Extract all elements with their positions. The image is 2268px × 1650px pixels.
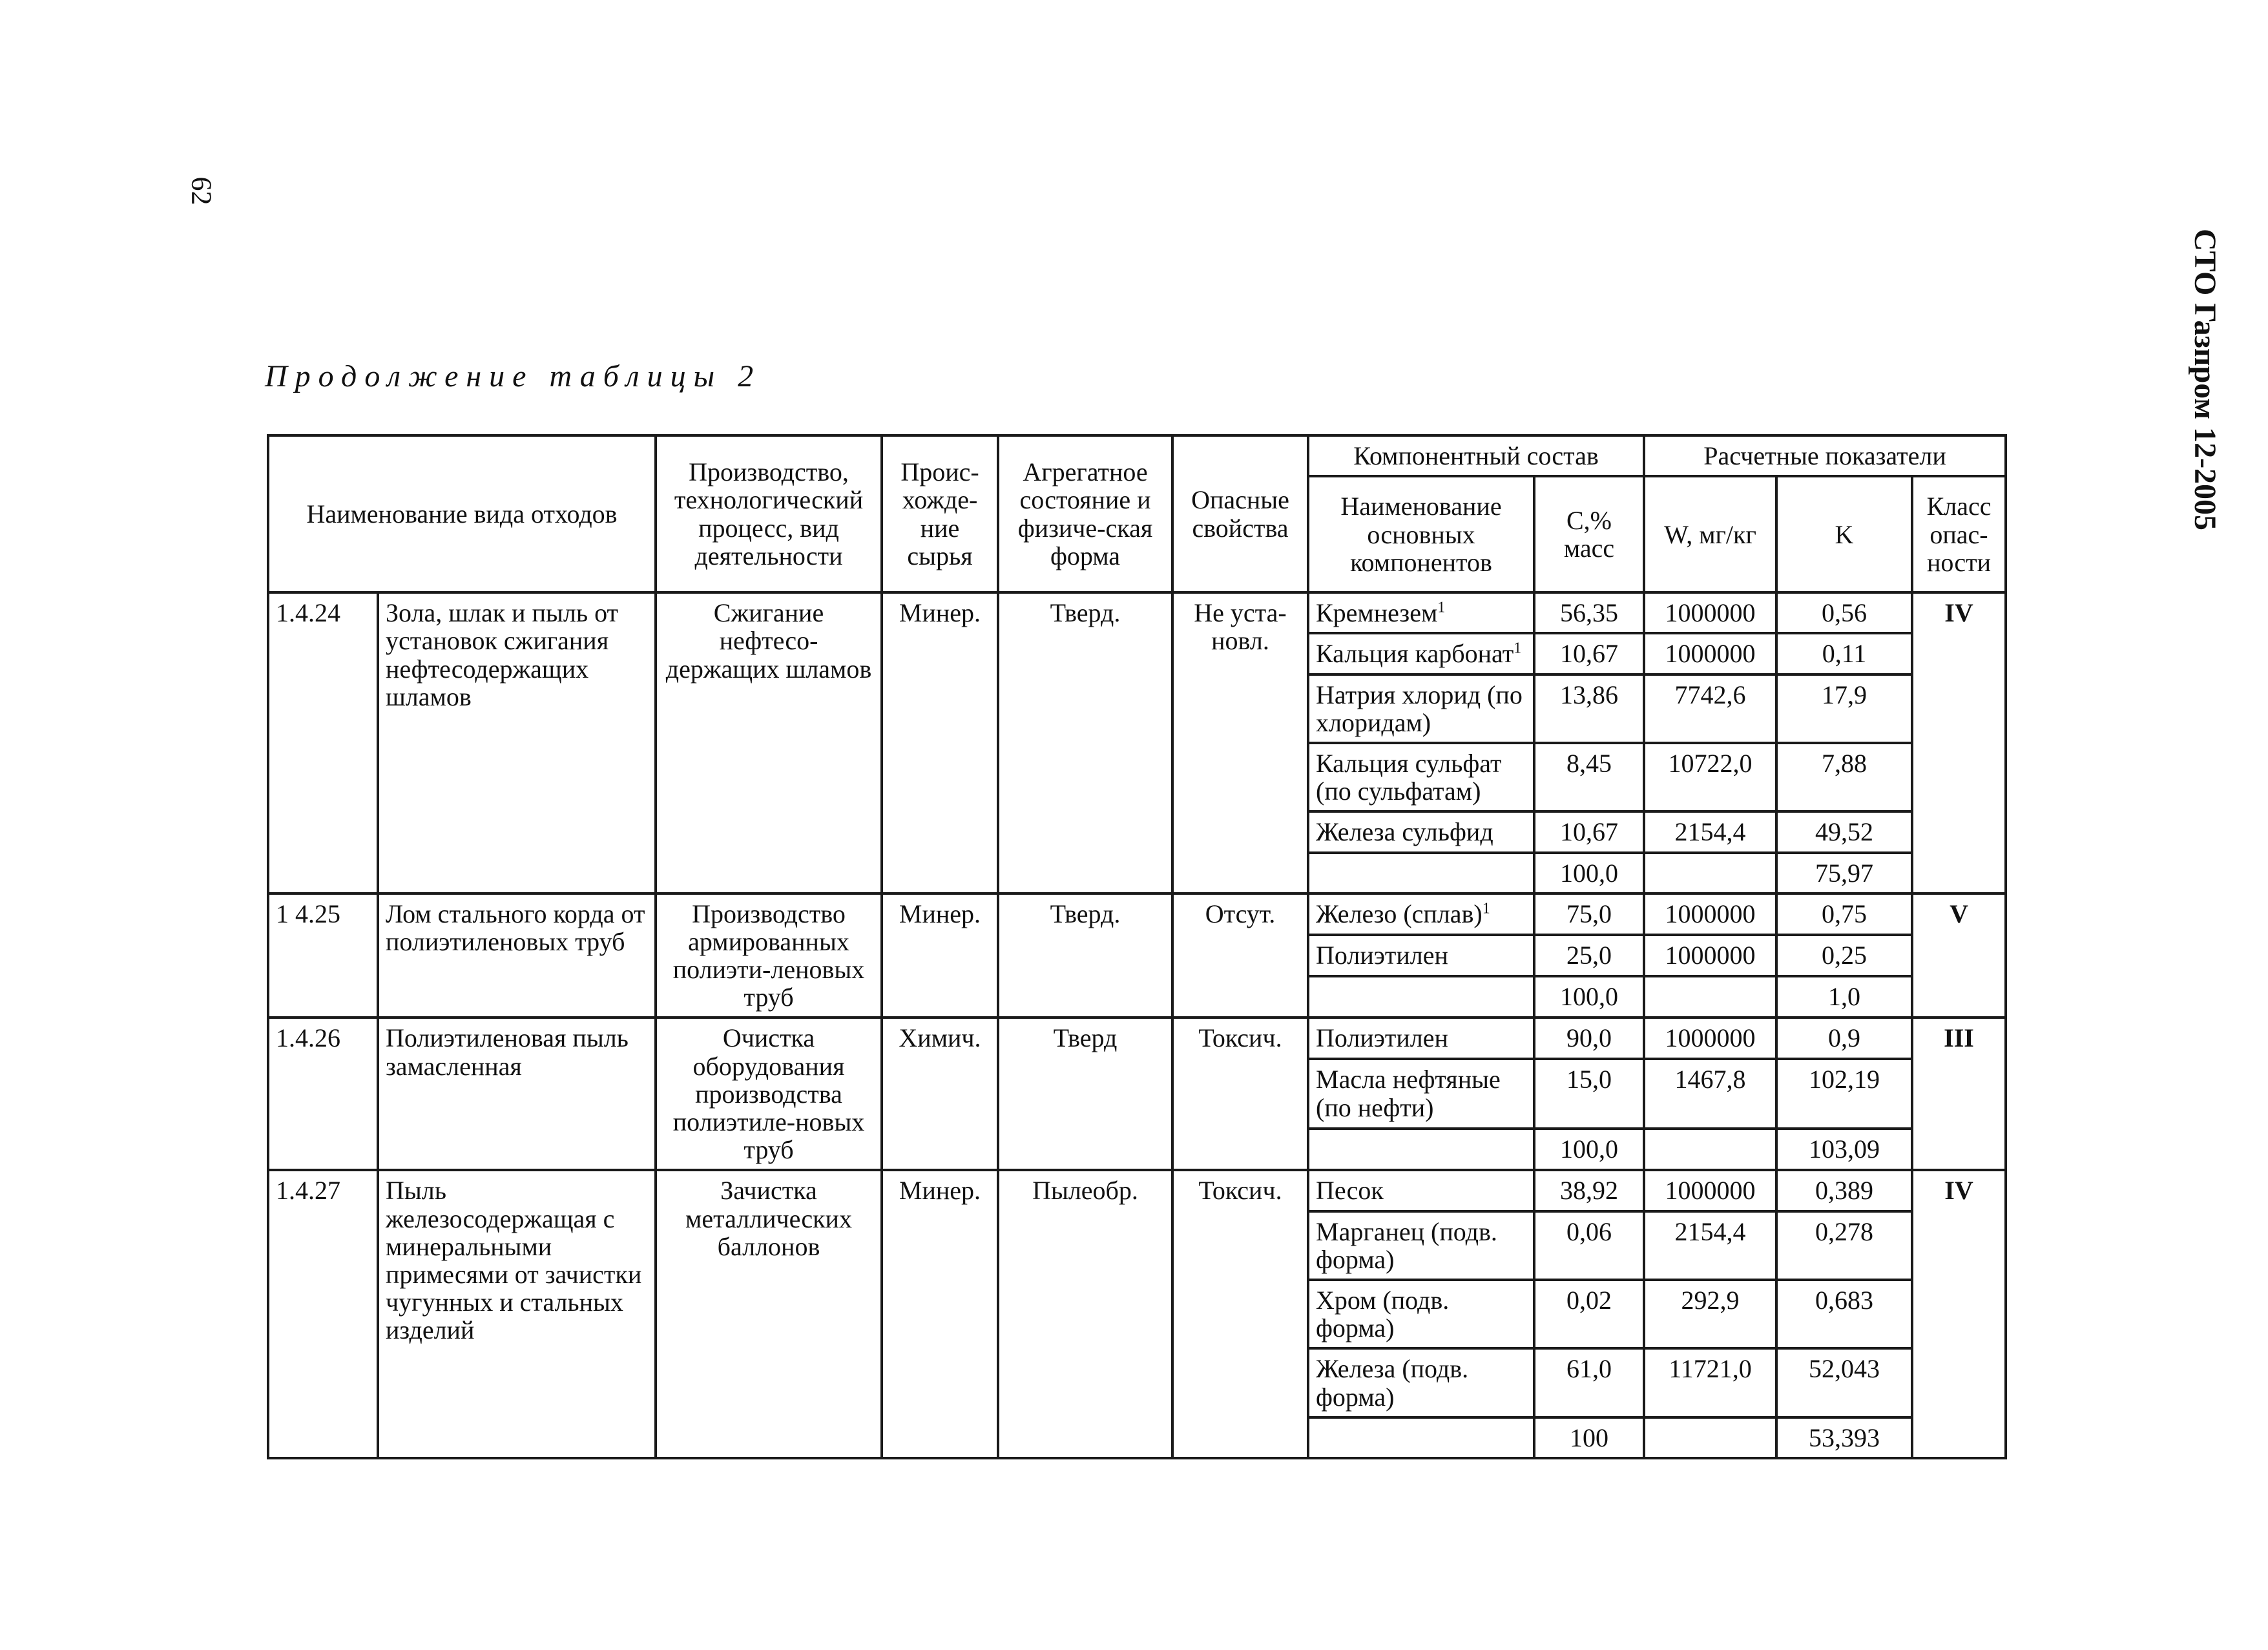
row-code: 1 4.25 — [268, 893, 378, 1018]
table-caption: Продолжение таблицы 2 — [265, 359, 762, 393]
header-hazard: Опасные свойства — [1172, 435, 1308, 592]
table-body — [268, 592, 2006, 1458]
component-w: 1000000 — [1644, 935, 1776, 976]
row-waste-name: Лом стального корда от полиэтиленовых труб — [378, 893, 656, 1018]
header-production: Производство, технологический процесс, вид деятельности — [656, 435, 882, 592]
component-concentration: 100,0 — [1534, 853, 1644, 893]
component-name-text: Железа (подв. форма) — [1316, 1354, 1469, 1412]
component-concentration: 100 — [1534, 1417, 1644, 1458]
component-concentration: 56,35 — [1534, 592, 1644, 633]
row-state: Пылеобр. — [998, 1170, 1172, 1458]
component-name — [1308, 976, 1534, 1018]
header-concentration: С,% масс — [1534, 476, 1644, 592]
component-name-text: Кремнезем — [1316, 598, 1438, 628]
component-k: 102,19 — [1776, 1059, 1912, 1129]
component-name-text: Полиэтилен — [1316, 1023, 1448, 1053]
component-name — [1308, 1170, 1534, 1211]
row-hazard-class: III — [1912, 1018, 2006, 1170]
component-k: 75,97 — [1776, 853, 1912, 893]
component-concentration: 100,0 — [1534, 1129, 1644, 1170]
row-code: 1.4.27 — [268, 1170, 378, 1458]
component-w — [1644, 976, 1776, 1018]
footnote-marker: 1 — [1482, 900, 1490, 917]
component-w: 11721,0 — [1644, 1348, 1776, 1417]
component-k: 53,393 — [1776, 1417, 1912, 1458]
component-k: 0,75 — [1776, 893, 1912, 935]
component-w: 292,9 — [1644, 1280, 1776, 1348]
component-w: 1000000 — [1644, 1018, 1776, 1059]
row-origin: Минер. — [882, 893, 998, 1018]
row-origin: Минер. — [882, 1170, 998, 1458]
component-name — [1308, 592, 1534, 633]
component-name — [1308, 811, 1534, 852]
component-k: 0,11 — [1776, 633, 1912, 674]
component-k: 1,0 — [1776, 976, 1912, 1018]
component-k: 52,043 — [1776, 1348, 1912, 1417]
component-w — [1644, 1129, 1776, 1170]
table-row — [268, 1170, 2006, 1211]
header-state: Агрегатное состояние и физиче-ская форма — [998, 435, 1172, 592]
component-k: 0,278 — [1776, 1211, 1912, 1280]
component-name — [1308, 674, 1534, 743]
component-name-text: Кальция карбонат — [1316, 639, 1514, 669]
table-row — [268, 1018, 2006, 1059]
table-row — [268, 592, 2006, 633]
component-name — [1308, 853, 1534, 893]
row-state: Тверд — [998, 1018, 1172, 1170]
component-concentration: 10,67 — [1534, 633, 1644, 674]
component-concentration: 90,0 — [1534, 1018, 1644, 1059]
page-number: 62 — [185, 176, 218, 205]
row-production: Производство армированных полиэти-леновых труб — [656, 893, 882, 1018]
component-w — [1644, 853, 1776, 893]
component-name — [1308, 1280, 1534, 1348]
table-row — [268, 893, 2006, 935]
header-hazard-class: Класс опас-ности — [1912, 476, 2006, 592]
row-hazard-class: IV — [1912, 592, 2006, 893]
component-w: 1000000 — [1644, 633, 1776, 674]
component-name — [1308, 1059, 1534, 1129]
component-name — [1308, 935, 1534, 976]
component-concentration: 61,0 — [1534, 1348, 1644, 1417]
component-k: 0,56 — [1776, 592, 1912, 633]
component-concentration: 15,0 — [1534, 1059, 1644, 1129]
component-concentration: 38,92 — [1534, 1170, 1644, 1211]
row-hazard: Токсич. — [1172, 1170, 1308, 1458]
row-waste-name: Полиэтиленовая пыль замасленная — [378, 1018, 656, 1170]
footnote-marker: 1 — [1514, 640, 1522, 658]
standard-code: СТО Газпром 12-2005 — [2188, 228, 2223, 531]
component-concentration: 8,45 — [1534, 743, 1644, 811]
component-name-text: Хром (подв. форма) — [1316, 1285, 1450, 1343]
waste-table — [267, 434, 2007, 1459]
component-concentration: 13,86 — [1534, 674, 1644, 743]
component-name-text: Масла нефтяные (по нефти) — [1316, 1065, 1501, 1122]
component-name — [1308, 1018, 1534, 1059]
header-component-group: Компонентный состав — [1308, 435, 1644, 476]
component-k: 0,683 — [1776, 1280, 1912, 1348]
header-waste-name: Наименование вида отходов — [268, 435, 656, 592]
component-k: 7,88 — [1776, 743, 1912, 811]
row-hazard-class: V — [1912, 893, 2006, 1018]
component-name — [1308, 1211, 1534, 1280]
component-concentration: 100,0 — [1534, 976, 1644, 1018]
component-name — [1308, 1348, 1534, 1417]
row-hazard: Отсут. — [1172, 893, 1308, 1018]
component-name — [1308, 893, 1534, 935]
component-name — [1308, 1129, 1534, 1170]
row-code: 1.4.24 — [268, 592, 378, 893]
header-k: K — [1776, 476, 1912, 592]
footnote-marker: 1 — [1437, 599, 1446, 616]
component-w: 2154,4 — [1644, 1211, 1776, 1280]
header-origin: Проис-хожде-ние сырья — [882, 435, 998, 592]
component-w: 10722,0 — [1644, 743, 1776, 811]
component-w: 1000000 — [1644, 592, 1776, 633]
header-component-name: Наименование основных компонентов — [1308, 476, 1534, 592]
row-production: Зачистка металлических баллонов — [656, 1170, 882, 1458]
row-state: Тверд. — [998, 592, 1172, 893]
component-k: 0,389 — [1776, 1170, 1912, 1211]
component-concentration: 10,67 — [1534, 811, 1644, 852]
component-concentration: 0,02 — [1534, 1280, 1644, 1348]
component-k: 0,25 — [1776, 935, 1912, 976]
row-production: Сжигание нефтесо-держащих шламов — [656, 592, 882, 893]
component-w: 2154,4 — [1644, 811, 1776, 852]
component-k: 103,09 — [1776, 1129, 1912, 1170]
component-name — [1308, 633, 1534, 674]
component-concentration: 75,0 — [1534, 893, 1644, 935]
row-waste-name: Пыль железосодержащая с минеральными примесями от зачистки чугунных и стальных изделий — [378, 1170, 656, 1458]
row-hazard-class: IV — [1912, 1170, 2006, 1458]
component-w: 7742,6 — [1644, 674, 1776, 743]
component-name-text: Марганец (подв. форма) — [1316, 1217, 1497, 1274]
header-w: W, мг/кг — [1644, 476, 1776, 592]
header-calc-group: Расчетные показатели — [1644, 435, 2006, 476]
component-k: 0,9 — [1776, 1018, 1912, 1059]
component-concentration: 0,06 — [1534, 1211, 1644, 1280]
component-name-text: Железа сульфид — [1316, 817, 1493, 847]
component-name-text: Натрия хлорид (по хлоридам) — [1316, 680, 1523, 737]
component-k: 49,52 — [1776, 811, 1912, 852]
row-origin: Химич. — [882, 1018, 998, 1170]
row-state: Тверд. — [998, 893, 1172, 1018]
row-production: Очистка оборудования производства полиэтиле-новых труб — [656, 1018, 882, 1170]
row-waste-name: Зола, шлак и пыль от установок сжигания нефтесодержащих шламов — [378, 592, 656, 893]
row-hazard: Не уста-новл. — [1172, 592, 1308, 893]
row-hazard: Токсич. — [1172, 1018, 1308, 1170]
component-w: 1000000 — [1644, 1170, 1776, 1211]
component-name — [1308, 743, 1534, 811]
component-name-text: Песок — [1316, 1176, 1384, 1206]
component-name — [1308, 1417, 1534, 1458]
component-name-text: Железо (сплав) — [1316, 899, 1483, 928]
component-w: 1000000 — [1644, 893, 1776, 935]
row-code: 1.4.26 — [268, 1018, 378, 1170]
component-name-text: Полиэтилен — [1316, 940, 1448, 970]
component-k: 17,9 — [1776, 674, 1912, 743]
component-w: 1467,8 — [1644, 1059, 1776, 1129]
component-w — [1644, 1417, 1776, 1458]
row-origin: Минер. — [882, 592, 998, 893]
component-concentration: 25,0 — [1534, 935, 1644, 976]
component-name-text: Кальция сульфат (по сульфатам) — [1316, 748, 1502, 806]
